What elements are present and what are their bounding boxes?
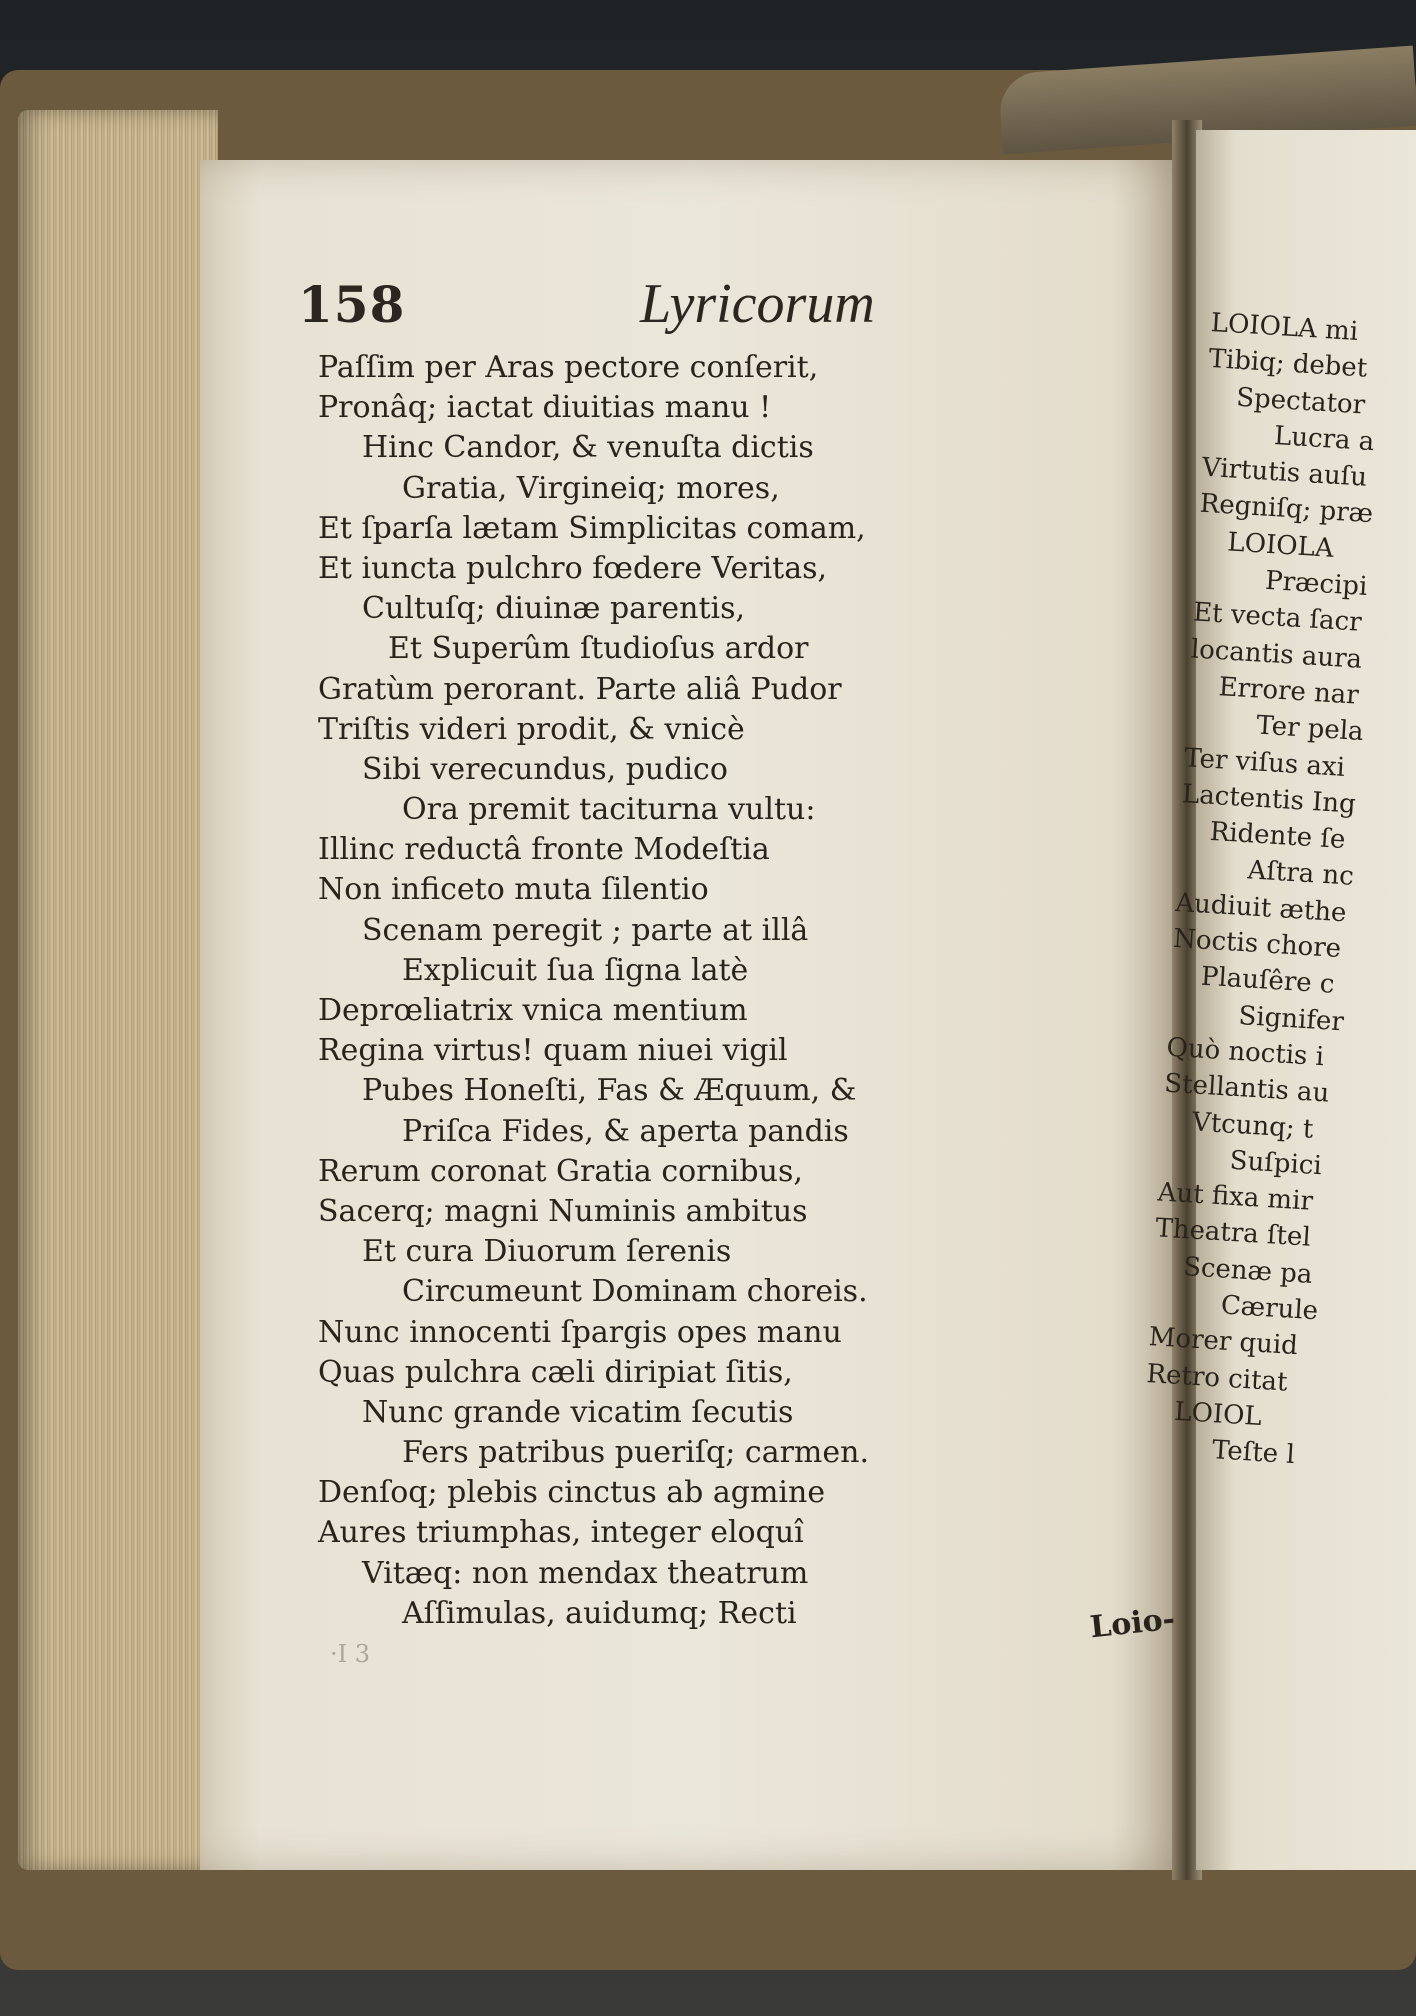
verse-line: Pronâq; iactat diuitias manu !	[318, 390, 772, 426]
verse-line: Quas pulchra cæli diripiat ſitis,	[318, 1354, 793, 1390]
verse-line: Aures triumphas, integer eloquî	[318, 1515, 804, 1551]
verse-line: Gratùm perorant. Parte aliâ Pudor	[318, 671, 842, 707]
verse-line: Circumeunt Dominam choreis.	[402, 1274, 868, 1310]
verse-line: Sibi verecundus, pudico	[362, 751, 728, 787]
verse-line: Et iuncta pulchro fœdere Veritas,	[318, 550, 828, 586]
right-page-line: LOIOL	[1173, 1396, 1263, 1432]
verse-line: Et cura Diuorum ſerenis	[362, 1234, 732, 1270]
right-page-line: Quò noctis i	[1165, 1032, 1325, 1073]
signature-mark: ·I 3	[330, 1640, 371, 1668]
right-page-line: Stellantis au	[1163, 1068, 1331, 1109]
right-page-line: Ter pela	[1255, 710, 1365, 748]
verse-line: Aſſimulas, auidumq; Recti	[402, 1595, 797, 1631]
right-page-line: locantis aura	[1190, 634, 1363, 675]
verse-line: Nunc innocenti ſpargis opes manu	[318, 1314, 842, 1350]
right-page-line: Audiuit æthe	[1174, 887, 1348, 929]
page-edges	[18, 110, 218, 1870]
right-page-line: Cærule	[1220, 1290, 1319, 1327]
verse-line: Et ſparſa lætam Simplicitas comam,	[318, 510, 866, 546]
running-head: Lyricorum	[640, 273, 875, 335]
page-number: 158	[298, 275, 406, 334]
right-page-line: Lucra a	[1273, 420, 1376, 458]
right-page-line: Et vecta ſacr	[1192, 597, 1363, 639]
right-page-line: Spectator	[1235, 382, 1366, 421]
right-page-line: Regniſq; præ	[1198, 489, 1374, 530]
verse-line: Deprœliatrix vnica mentium	[318, 993, 748, 1028]
right-page-line: Vtcunq; t	[1191, 1106, 1315, 1145]
right-page-line: Tibiq; debet	[1207, 344, 1369, 384]
verse-line: Regina virtus! quam niuei vigil	[318, 1033, 788, 1069]
verse-line: Priſca Fides, & aperta pandis	[402, 1113, 849, 1149]
right-page-line: Signifer	[1237, 1000, 1345, 1037]
right-page-line: Noctis chore	[1172, 923, 1342, 965]
verse-line: Hinc Candor, & venuſta dictis	[362, 430, 814, 466]
right-page-line: Suſpici	[1228, 1145, 1323, 1182]
right-page-line: Ter viſus axi	[1183, 742, 1346, 783]
right-page-line: Teſte l	[1211, 1435, 1296, 1471]
right-page-line: Præcipi	[1264, 565, 1369, 603]
verse-line: Non inficeto muta ſilentio	[318, 872, 709, 908]
catchword: Loio-	[1088, 1601, 1177, 1646]
verse-line: Denſoq; plebis cinctus ab agmine	[318, 1475, 826, 1511]
verse-line: Ora premit taciturna vultu:	[402, 792, 816, 828]
verse-line: Cultuſq; diuinæ parentis,	[362, 591, 746, 627]
right-page-line: LOIOLA	[1226, 527, 1335, 564]
right-page-line: Aut fixa mir	[1156, 1177, 1314, 1217]
verse-line: Explicuit ſua ſigna latè	[402, 952, 749, 988]
verse-line: Sacerq; magni Numinis ambitus	[318, 1193, 808, 1229]
verse-line: Vitæq: non mendax theatrum	[362, 1555, 809, 1591]
right-page-line: Virtutis auſu	[1201, 452, 1368, 493]
right-page-line: Lactentis Ing	[1181, 778, 1357, 820]
right-page-line: Theatra ſtel	[1154, 1213, 1312, 1254]
right-page-line: Plauſêre c	[1200, 961, 1336, 1001]
right-page-line: Retro citat	[1145, 1358, 1289, 1398]
verse-line: Pubes Honeſti, Fas & Æquum, &	[362, 1073, 857, 1109]
right-page-line: Ridente ſe	[1208, 817, 1347, 856]
verse-block	[318, 348, 938, 1634]
right-page-line: Scenæ pa	[1182, 1251, 1314, 1290]
verse-line: Paſſim per Aras pectore conſerit,	[318, 350, 819, 385]
right-page-line: LOIOLA mi	[1209, 307, 1359, 347]
verse-line: Et Superûm ſtudioſus ardor	[388, 631, 809, 667]
right-page-line: Errore nar	[1217, 672, 1360, 711]
verse-line: Gratia, Virgineiq; mores,	[402, 470, 780, 506]
verse-line: Illinc reductâ fronte Modeſtia	[318, 832, 770, 868]
verse-line: Fers patribus pueriſq; carmen.	[402, 1435, 869, 1471]
verse-line: Rerum coronat Gratia cornibus,	[318, 1153, 803, 1189]
verse-line: Triſtis videri prodit, & vnicè	[318, 711, 745, 747]
right-page-line: Aſtra nc	[1246, 855, 1355, 893]
right-page-line: Morer quid	[1147, 1322, 1299, 1362]
verse-line: Scenam peregit ; parte at illâ	[362, 912, 809, 948]
verse-line: Nunc grande vicatim ſecutis	[362, 1394, 794, 1430]
